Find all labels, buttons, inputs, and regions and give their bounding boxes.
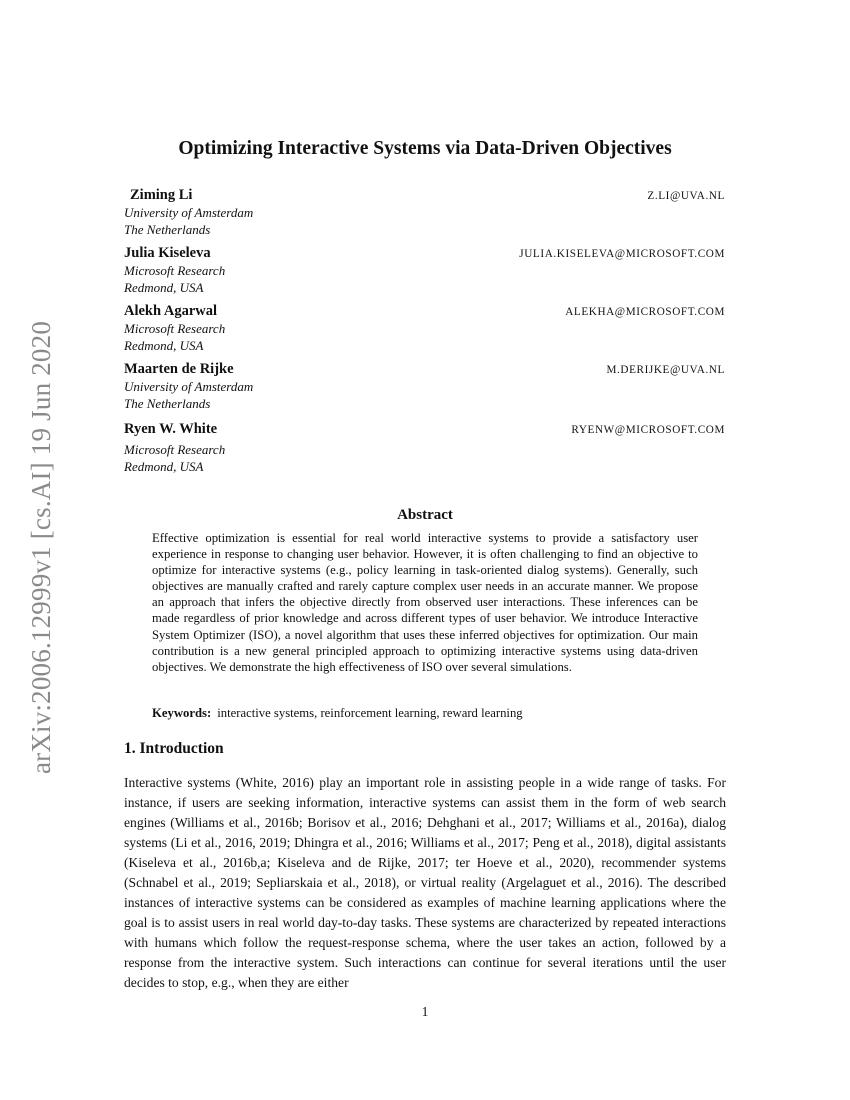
- author-name: Ryen W. White: [124, 421, 218, 437]
- author-location: Redmond, USA: [124, 280, 204, 295]
- author-affiliation: Microsoft Research: [124, 321, 226, 336]
- author-name: Alekh Agarwal: [124, 303, 218, 319]
- author-location: The Netherlands: [124, 396, 211, 411]
- author-name: Julia Kiseleva: [124, 245, 211, 261]
- keywords-label: Keywords:: [152, 706, 212, 720]
- arxiv-identifier-stamp: [22, 297, 62, 797]
- author-email: M.DERIJKE@UVA.NL: [606, 364, 725, 376]
- keywords-line: [152, 705, 698, 721]
- author-email: ALEKHA@MICROSOFT.COM: [565, 306, 725, 318]
- author-name: Maarten de Rijke: [124, 361, 234, 377]
- author-affiliation: Microsoft Research: [124, 263, 226, 278]
- author-location: Redmond, USA: [124, 459, 204, 474]
- author-email: Z.LI@UVA.NL: [647, 190, 725, 202]
- abstract-text: Effective optimization is essential for real world interactive systems to provide a satisfactory user experience in response to changing user behavior. However, it is often challenging to find an objective to optimize for interactive systems (e.g., policy learning in task-oriented dialog systems). Generally, such objectives are manually crafted and rarely capture complex user needs in an accurate manner. We propose an approach that infers the objective directly from observed user interactions. These inferences can be made regardless of prior knowledge and across different types of user behavior. We introduce Interactive System Optimizer (ISO), a novel algorithm that uses these inferred objectives for optimization. Our main contribution is a new general principled approach to optimizing interactive systems using data-driven objectives. We demonstrate the high effectiveness of ISO over several simulations.: [152, 531, 698, 674]
- author-affiliation: University of Amsterdam: [124, 205, 254, 220]
- author-email: JULIA.KISELEVA@MICROSOFT.COM: [519, 248, 725, 260]
- author-block: [124, 244, 725, 296]
- author-block: [124, 360, 725, 412]
- author-location: The Netherlands: [124, 222, 211, 237]
- keywords-text: interactive systems, reinforcement learning, reward learning: [217, 706, 523, 720]
- author-name: Ziming Li: [130, 187, 193, 203]
- author-affiliation: Microsoft Research: [124, 442, 226, 457]
- author-block: [124, 302, 725, 354]
- author-affiliation: University of Amsterdam: [124, 379, 254, 394]
- section-heading-introduction: 1. Introduction: [124, 740, 224, 757]
- abstract-heading: Abstract: [397, 507, 453, 523]
- author-block: [124, 186, 725, 238]
- author-block: [124, 420, 725, 475]
- page-number: 1: [421, 1004, 429, 1019]
- author-location: Redmond, USA: [124, 338, 204, 353]
- paper-title: Optimizing Interactive Systems via Data-Driven Objectives: [178, 138, 672, 159]
- introduction-text: Interactive systems (White, 2016) play an important role in assisting people in a wide range of tasks. For instance, if users are seeking information, interactive systems can assist them in the form of web search engines (Williams et al., 2016b; Borisov et al., 2016; Dehghani et al., 2017; Williams et al., 2016a), dialog systems (Li et al., 2016, 2019; Dhingra et al., 2016; Williams et al., 2017; Peng et al., 2018), digital assistants (Kiseleva et al., 2016b,a; Kiseleva and de Rijke, 2017; ter Hoeve et al., 2020), recommender systems (Schnabel et al., 2019; Sepliarskaia et al., 2018), or virtual reality (Argelaguet et al., 2016). The described instances of interactive systems can be considered as examples of machine learning applications where the goal is to assist users in real world day-to-day tasks. These systems are characterized by repeated interactions with humans which follow the request-response schema, where the user takes an action, followed by a response from the interactive system. Such interactions can continue for several iterations until the user decides to stop, e.g., when they are either: [124, 775, 726, 990]
- author-email: RYENW@MICROSOFT.COM: [571, 424, 725, 436]
- arxiv-identifier-text: arXiv:2006.12999v1 [cs.AI] 19 Jun 2020: [26, 320, 57, 774]
